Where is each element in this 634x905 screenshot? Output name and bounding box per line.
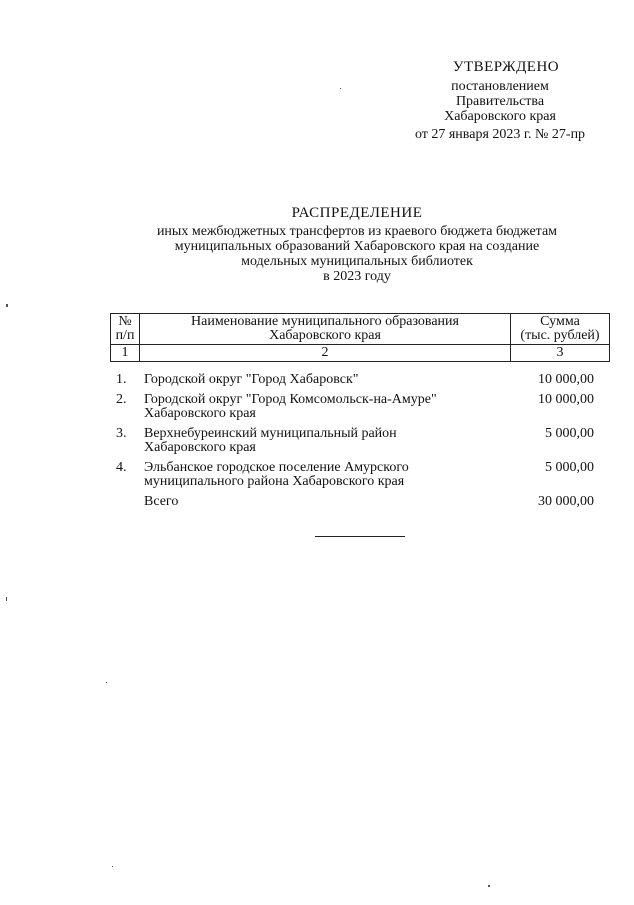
header-num-line-1: № xyxy=(118,314,132,329)
distribution-rows xyxy=(110,373,594,515)
title-line-2: муниципальных образований Хабаровского края на создание xyxy=(174,239,540,254)
row-number: 4. xyxy=(116,460,127,475)
header-sum xyxy=(511,314,610,345)
header-name-line-1: Наименование муниципального образования xyxy=(191,314,459,329)
row-number: 1. xyxy=(116,372,127,387)
document-title-block xyxy=(100,206,614,284)
approval-block xyxy=(395,60,605,142)
title-line-1: иных межбюджетных трансфертов из краевого бюджета бюджетам xyxy=(156,224,558,239)
total-amount: 30 000,00 xyxy=(538,494,594,509)
header-num xyxy=(111,314,140,345)
table-row xyxy=(110,461,594,489)
column-number-1: 1 xyxy=(111,345,140,362)
row-amount: 10 000,00 xyxy=(538,392,594,407)
row-name xyxy=(144,373,484,387)
scan-speck xyxy=(340,88,341,89)
row-name xyxy=(144,427,484,455)
column-number-3: 3 xyxy=(511,345,610,362)
header-sum-line-1: Сумма xyxy=(540,314,580,329)
column-number-row xyxy=(111,345,610,362)
row-name-line-2: Хабаровского края xyxy=(144,406,256,421)
title-line-4: в 2023 году xyxy=(323,269,391,284)
table-row xyxy=(110,373,594,387)
approval-line-2: Правительства xyxy=(455,94,545,109)
row-number: 2. xyxy=(116,392,127,407)
total-label: Всего xyxy=(144,494,179,509)
end-rule xyxy=(315,536,405,537)
column-number-2: 2 xyxy=(140,345,511,362)
table-row xyxy=(110,393,594,421)
header-num-line-2: п/п xyxy=(115,328,135,343)
total-row xyxy=(110,495,594,509)
header-name-line-2: Хабаровского края xyxy=(269,328,381,343)
approval-date: от 27 января 2023 г. № 27-пр xyxy=(414,127,586,142)
row-name xyxy=(144,461,484,489)
header-name xyxy=(140,314,511,345)
row-name xyxy=(144,393,484,421)
row-number: 3. xyxy=(116,426,127,441)
row-name-line-1: Городской округ "Город Хабаровск" xyxy=(144,372,359,387)
approval-stamp: УТВЕРЖДЕНО xyxy=(452,59,560,75)
row-name-line-1: Городской округ "Город Комсомольск-на-Амуре" xyxy=(144,392,437,407)
document-heading: РАСПРЕДЕЛЕНИЕ xyxy=(291,205,423,221)
title-line-3: модельных муниципальных библиотек xyxy=(241,254,473,269)
row-name-line-2: Хабаровского края xyxy=(144,440,256,455)
row-name-line-1: Эльбанское городское поселение Амурского xyxy=(144,460,409,475)
scan-speck xyxy=(6,304,8,307)
approval-line-3: Хабаровского края xyxy=(444,109,556,124)
header-sum-line-2: (тыс. рублей) xyxy=(520,328,600,343)
scan-speck xyxy=(488,885,490,887)
row-name-line-1: Верхнебуреинский муниципальный район xyxy=(144,426,397,441)
scan-speck xyxy=(112,866,113,867)
approval-line-1: постановлением xyxy=(451,79,549,94)
row-amount: 5 000,00 xyxy=(545,426,594,441)
table-header-row xyxy=(111,314,610,345)
row-amount: 5 000,00 xyxy=(545,460,594,475)
table-row xyxy=(110,427,594,455)
distribution-table-header xyxy=(110,313,610,362)
scan-speck xyxy=(106,682,107,683)
row-name-line-2: муниципального района Хабаровского края xyxy=(144,474,405,489)
row-amount: 10 000,00 xyxy=(538,372,594,387)
scan-speck xyxy=(6,597,7,601)
